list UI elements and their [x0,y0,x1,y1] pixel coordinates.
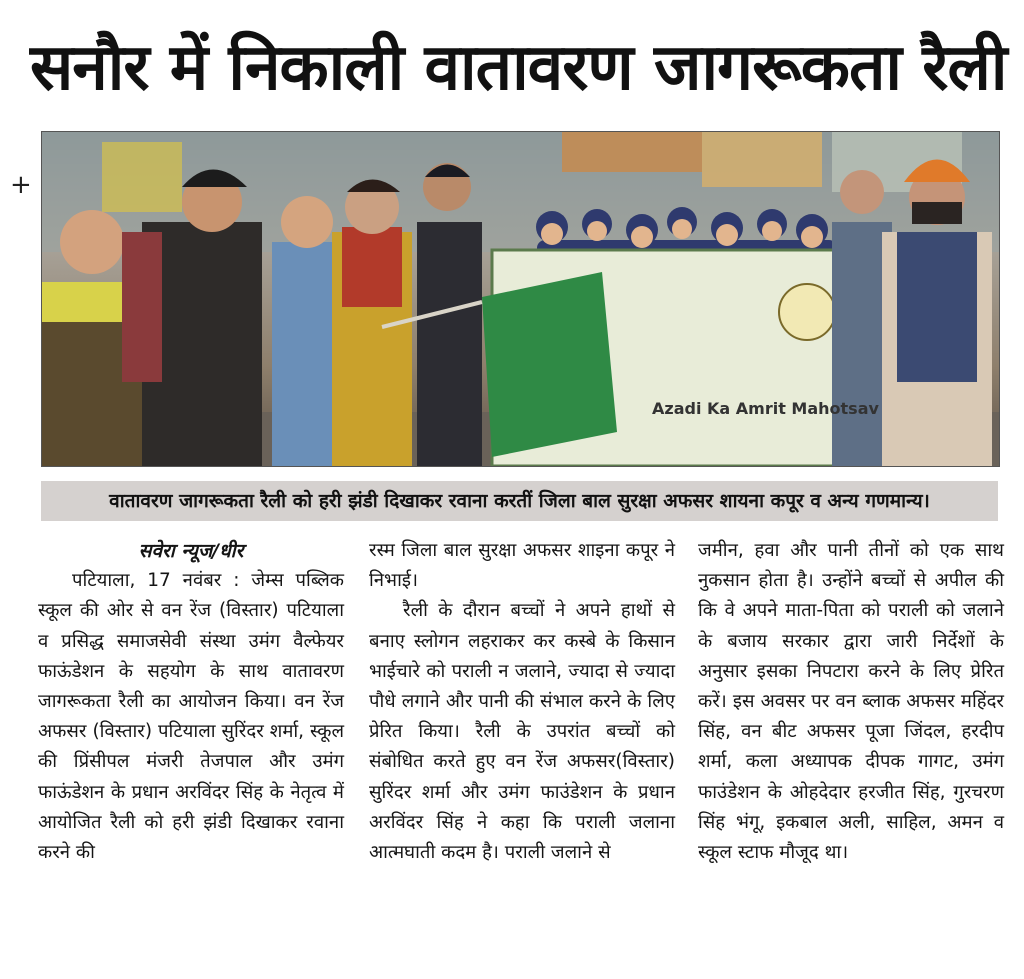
article-paragraph: रैली के दौरान बच्चों ने अपने हाथों से बनाए स्लोगन लहराकर कर कस्बे के किसान भाईचारे को पराली न जलाने, ज्यादा से ज्यादा पौधे लगाने और पानी की संभाल करने के लिए प्रेरित किया। रैली के उपरांत बच्चों को संबोधित करते हुए वन रेंज अफसर(विस्तार) सुरिंदर शर्मा और उमंग फाउंडेशन के प्रधान अरविंदर सिंह ने कहा कि पराली जलाना आत्मघाती कदम है। पराली जलाने से [369,600,675,864]
photo-caption: वातावरण जागरूकता रैली को हरी झंडी दिखाकर रवाना करतीं जिला बाल सुरक्षा अफसर शायना कपूर व अन्य गणमान्य। [41,481,998,521]
headline: सनौर में निकाली वातावरण जागरूकता रैली [30,31,1007,105]
article-column-1 [38,536,344,868]
banner-logo-text: Azadi Ka Amrit Mahotsav [652,399,879,418]
article-column-3 [698,536,1004,868]
article-paragraph: रस्म जिला बाल सुरक्षा अफसर शाइना कपूर ने निभाई। [369,540,675,592]
news-photo [41,131,1000,467]
article-paragraph: पटियाला, 17 नवंबर : जेम्स पब्लिक स्कूल की ओर से वन रेंज (विस्तार) पटियाला व प्रसिद्ध समाजसेवी संस्था उमंग वैल्फेयर फाऊंडेशन के सहयोग के साथ वातावरण जागरूकता रैली का आयोजन किया। वन रेंज अफसर (विस्तार) पटियाला सुरिंदर शर्मा, स्कूल की प्रिंसीपल मंजरी तेजपाल और उमंग फाऊंडेशन के प्रधान अरविंदर सिंह के नेतृत्व में आयोजित रैली को हरी झंडी दिखाकर रवाना करने की [38,570,344,864]
article-column-2 [369,536,675,868]
byline: सवेरा न्यूज/धीर [138,540,244,562]
registration-mark-icon: + [10,170,32,200]
article-paragraph: जमीन, हवा और पानी तीनों को एक साथ नुकसान होता है। उन्होंने बच्चों से अपील की कि वे अपने माता-पिता को पराली को जलाने के बजाय सरकार द्वारा जारी निर्देशों के अनुसार इसका निपटारा करने के लिए प्रेरित करें। इस अवसर पर वन ब्लाक अफसर महिंदर सिंह, वन बीट अफसर पूजा जिंदल, हरदीप शर्मा, कला अध्यापक दीपक गागट, उमंग फाउंडेशन के ओहदेदार हरजीत सिंह, गुरचरण सिंह भंगू, इकबाल अली, साहिल, अमन व स्कूल स्टाफ मौजूद था। [698,540,1004,864]
